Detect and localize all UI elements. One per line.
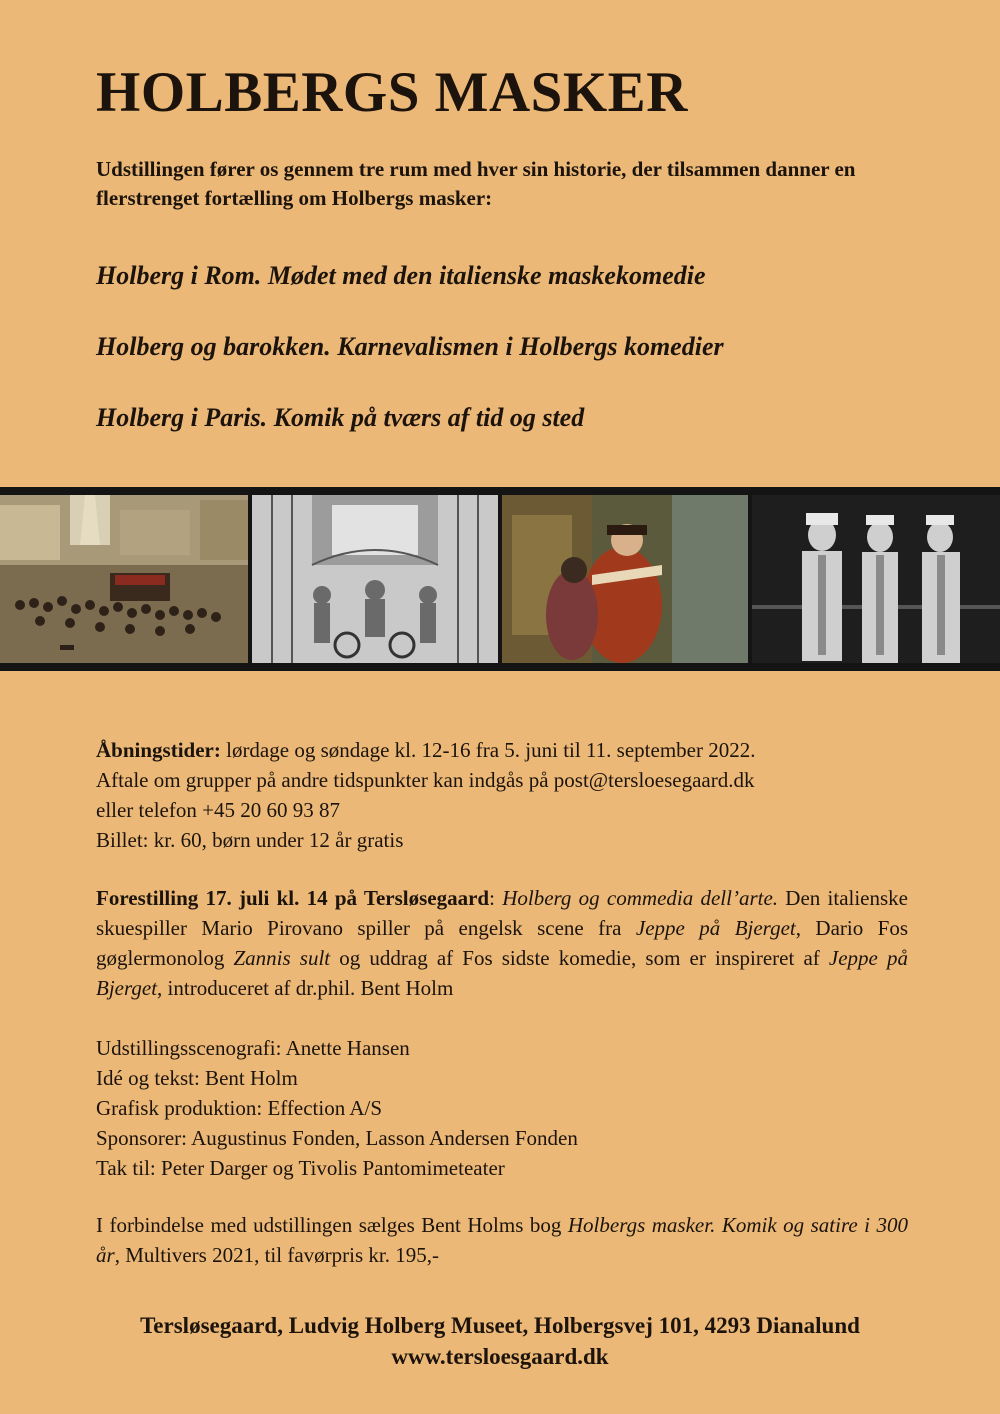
book-text-1: I forbindelse med udstillingen sælges Bent Holms bog — [96, 1213, 568, 1237]
photo-commedia-painting — [502, 495, 748, 663]
performance-label: Forestilling 17. juli kl. 14 på Tersløsegaard — [96, 886, 490, 910]
performance-text-4: , introduceret af dr.phil. Bent Holm — [157, 976, 454, 1000]
credit-scenography: Udstillingsscenografi: Anette Hansen — [96, 1036, 410, 1060]
performance-text-2: , Dario Fos gøglermonolog — [96, 916, 908, 970]
opening-hours — [96, 735, 908, 765]
performance-text-3: og uddrag af Fos sidste komedie, som er inspireret af — [330, 946, 829, 970]
book-info — [96, 1210, 908, 1270]
ticket-price: Billet: kr. 60, børn under 12 år gratis — [96, 828, 404, 852]
photo-pantomime-actors — [752, 495, 1000, 663]
book-text-2: , Multivers 2021, til favørpris kr. 195,- — [114, 1243, 439, 1267]
performance-info — [96, 883, 908, 1003]
book-title: Holbergs masker. Komik og satire i 300 år — [96, 1213, 908, 1267]
footer — [60, 1310, 940, 1372]
opening-info — [96, 735, 908, 855]
performance-text-1: Den italienske skuespiller Mario Pirovano spiller på engelsk scene fra — [96, 886, 908, 940]
credit-thanks: Tak til: Peter Darger og Tivolis Pantomimeteater — [96, 1156, 505, 1180]
footer-website[interactable]: www.tersloesgaard.dk — [391, 1344, 609, 1369]
performance-jeppe-2: Jeppe på Bjerget — [96, 946, 908, 1000]
rooms-list — [96, 258, 724, 471]
performance-zannis: Zannis sult — [233, 946, 331, 970]
performance-colon: : — [489, 886, 503, 910]
credit-idea: Idé og tekst: Bent Holm — [96, 1066, 298, 1090]
room-baroque: Holberg og barokken. Karnevalismen i Holbergs komedier — [96, 332, 724, 361]
room-paris: Holberg i Paris. Komik på tværs af tid og sted — [96, 403, 585, 432]
photo-rome-piazza — [0, 495, 248, 663]
performance-paragraph — [96, 883, 908, 1003]
performance-title: Holberg og commedia dell’arte. — [502, 886, 779, 910]
photo-baroque-engraving — [252, 495, 498, 663]
opening-hours-value: lørdage og søndage kl. 12-16 fra 5. juni til 11. september 2022. — [220, 738, 756, 762]
room-rome: Holberg i Rom. Mødet med den italienske maskekomedie — [96, 261, 706, 290]
credit-graphics: Grafisk produktion: Effection A/S — [96, 1096, 382, 1120]
performance-jeppe-1: Jeppe på Bjerget — [635, 916, 796, 940]
page-title: HOLBERGS MASKER — [96, 61, 688, 124]
intro-text: Udstillingen fører os gennem tre rum med hver sin historie, der tilsammen danner en flerstrenget fortælling om Holbergs masker: — [96, 157, 856, 210]
footer-address: Tersløsegaard, Ludvig Holberg Museet, Holbergsvej 101, 4293 Dianalund — [140, 1313, 860, 1338]
group-booking: Aftale om grupper på andre tidspunkter kan indgås på post@tersloesegaard.dk — [96, 768, 755, 792]
book-paragraph — [96, 1210, 908, 1270]
credits-list — [96, 1033, 908, 1183]
phone-line: eller telefon +45 20 60 93 87 — [96, 798, 340, 822]
opening-hours-label: Åbningstider: — [96, 738, 221, 762]
credit-sponsors: Sponsorer: Augustinus Fonden, Lasson Andersen Fonden — [96, 1126, 578, 1150]
photo-strip — [0, 487, 1000, 671]
